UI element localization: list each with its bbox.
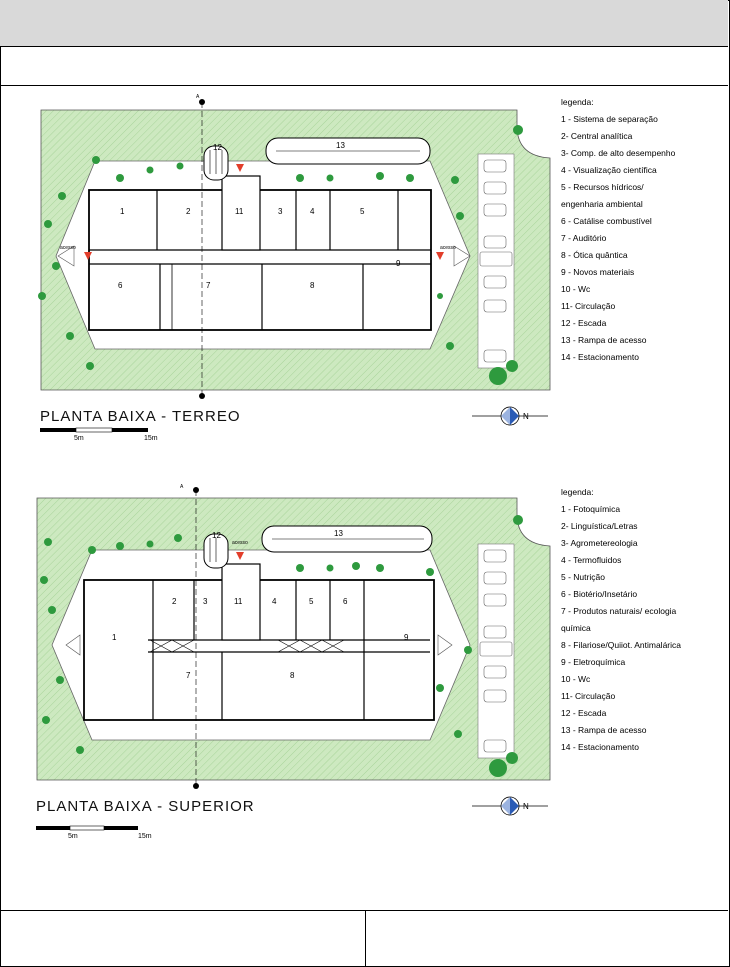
legend-item: 11- Circulação bbox=[561, 691, 616, 701]
legend-item: 12 - Escada bbox=[561, 708, 607, 718]
legend-item: 8 - Filariose/Quiiot. Antimalárica bbox=[561, 640, 681, 650]
room-label: 4 bbox=[272, 597, 277, 606]
scale-label: 15m bbox=[138, 833, 152, 840]
legend-item: 1 - Sistema de separação bbox=[561, 114, 658, 124]
legend-title: legenda: bbox=[561, 97, 594, 107]
legend-item: 5 - Nutrição bbox=[561, 572, 605, 582]
legend-item: 9 - Novos materiais bbox=[561, 267, 635, 277]
legend-item: 2- Central analítica bbox=[561, 131, 633, 141]
legend-item: 5 - Recursos hídricos/ bbox=[561, 182, 644, 192]
room-label: 9 bbox=[404, 633, 409, 642]
room-label: 3 bbox=[278, 207, 283, 216]
room-label: 8 bbox=[290, 671, 295, 680]
ramp-label: 13 bbox=[334, 529, 343, 538]
legend-item: química bbox=[561, 623, 591, 633]
legend-item: 10 - Wc bbox=[561, 284, 591, 294]
legend-superior bbox=[561, 484, 681, 756]
room-label: 1 bbox=[120, 207, 125, 216]
legend-item: 7 - Produtos naturais/ ecologia bbox=[561, 606, 677, 616]
room-label: 11 bbox=[234, 597, 243, 606]
stair-label: 12 bbox=[212, 531, 221, 540]
scale-label: 5m bbox=[68, 833, 78, 840]
room-label: 6 bbox=[118, 281, 123, 290]
access-label: acesso bbox=[60, 245, 76, 251]
legend-item: 3- Agrometereologia bbox=[561, 538, 638, 548]
legend-item: 13 - Rampa de acesso bbox=[561, 335, 647, 345]
room-label: 8 bbox=[310, 281, 315, 290]
legend-item: 1 - Fotoquímica bbox=[561, 504, 621, 514]
ramp-label: 13 bbox=[336, 141, 345, 150]
room-label: 2 bbox=[186, 207, 191, 216]
legend-item: 6 - Catálise combustível bbox=[561, 216, 652, 226]
room-label: 11 bbox=[235, 207, 244, 216]
legend-item: 6 - Biotério/Insetário bbox=[561, 589, 638, 599]
legend-item: 2- Linguística/Letras bbox=[561, 521, 638, 531]
legend-item: 13 - Rampa de acesso bbox=[561, 725, 647, 735]
legend-item: engenharia ambiental bbox=[561, 199, 643, 209]
legend-title: legenda: bbox=[561, 487, 594, 497]
footer-band bbox=[0, 910, 728, 966]
header-band bbox=[0, 0, 728, 47]
room-label: 5 bbox=[309, 597, 314, 606]
room-label: 7 bbox=[206, 281, 211, 290]
legend-item: 14 - Estacionamento bbox=[561, 742, 639, 752]
room-label: 1 bbox=[112, 633, 117, 642]
legend-item: 8 - Ótica quântica bbox=[561, 250, 628, 260]
legend-item: 7 - Auditório bbox=[561, 233, 607, 243]
legend-item: 4 - Termofluidos bbox=[561, 555, 622, 565]
legend-item: 12 - Escada bbox=[561, 318, 607, 328]
floor-plan-superior bbox=[0, 480, 730, 860]
room-label: 6 bbox=[343, 597, 348, 606]
legend-item: 3- Comp. de alto desempenho bbox=[561, 148, 676, 158]
room-label: 7 bbox=[186, 671, 191, 680]
room-label: 4 bbox=[310, 207, 315, 216]
room-label: 3 bbox=[203, 597, 208, 606]
plan-title-terreo: PLANTA BAIXA - TERREO bbox=[40, 408, 241, 425]
section-label: A bbox=[180, 484, 184, 490]
north-label: N bbox=[523, 802, 529, 811]
legend-item: 4 - Visualização científica bbox=[561, 165, 657, 175]
footer-left-cell bbox=[0, 911, 366, 966]
legend-item: 10 - Wc bbox=[561, 674, 591, 684]
scale-label: 5m bbox=[74, 435, 84, 442]
north-label: N bbox=[523, 412, 529, 421]
room-label: 9 bbox=[396, 259, 401, 268]
legend-item: 9 - Eletroquímica bbox=[561, 657, 626, 667]
stair-label: 12 bbox=[213, 143, 222, 152]
legend-terreo bbox=[561, 94, 675, 366]
legend-item: 14 - Estacionamento bbox=[561, 352, 639, 362]
subheader-band bbox=[0, 47, 728, 86]
access-label: acesso bbox=[440, 245, 456, 251]
room-label: 5 bbox=[360, 207, 365, 216]
access-label: acesso bbox=[232, 540, 248, 546]
floor-plan-terreo bbox=[0, 86, 730, 466]
scale-label: 15m bbox=[144, 435, 158, 442]
section-label: A bbox=[196, 94, 200, 100]
room-label: 2 bbox=[172, 597, 177, 606]
legend-item: 11- Circulação bbox=[561, 301, 616, 311]
plan-title-superior: PLANTA BAIXA - SUPERIOR bbox=[36, 798, 255, 815]
